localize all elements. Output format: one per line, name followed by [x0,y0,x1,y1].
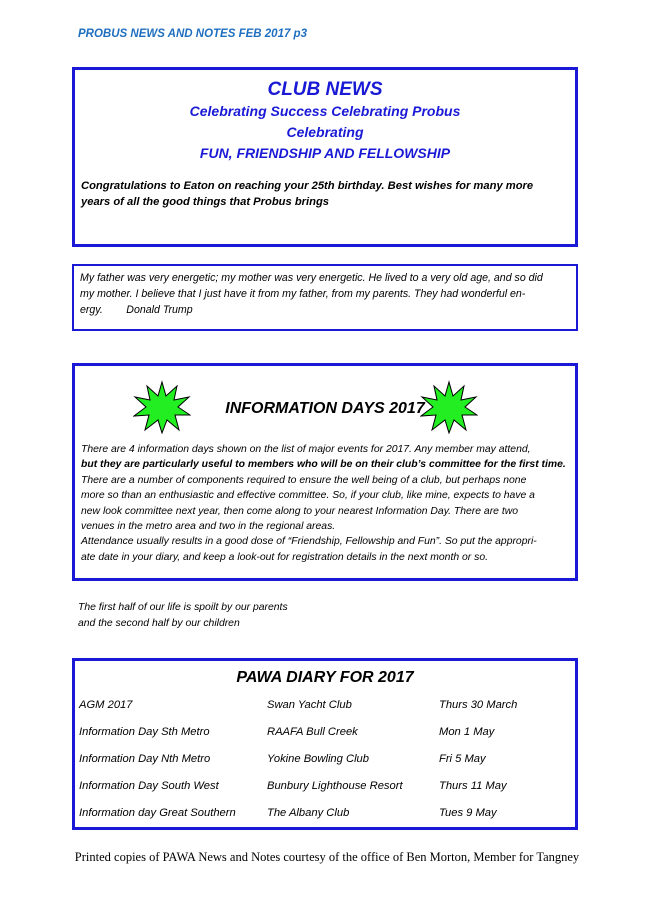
diary-date: Thurs 30 March [439,699,518,711]
diary-row [75,780,575,796]
club-news-body [75,164,575,210]
club-news-subtitle-2: Celebrating [286,124,364,140]
diary-venue: RAAFA Bull Creek [267,726,358,738]
info-line: new look committee next year, then come along to your nearest Information Day. There are two [81,505,519,517]
diary-row [75,807,575,823]
diary-row [75,726,575,742]
diary-event: Information day Great Southern [79,807,236,819]
club-news-subtitle-1: Celebrating Success Celebrating Probus [189,103,461,119]
club-news-body-line: years of all the good things that Probus brings [81,196,330,208]
starburst-icon [420,380,478,434]
diary-event: Information Day Nth Metro [79,753,211,765]
diary-event: Information Day Sth Metro [79,726,210,738]
diary-date: Fri 5 May [439,753,486,765]
pawa-diary-title: PAWA DIARY FOR 2017 [236,669,414,686]
information-days-body [75,442,575,565]
information-days-box [72,363,578,581]
quote-line: My father was very energetic; my mother was very energetic. He lived to a very old age, and so did [80,272,543,284]
info-line: ate date in your diary, and keep a look-out for registration details in the next month or so. [81,551,489,563]
diary-date: Tues 9 May [439,807,497,819]
diary-date: Mon 1 May [439,726,495,738]
info-line: but they are particularly useful to members who will be on their club’s committee for the first time. [81,459,566,471]
club-news-subtitle-3: FUN, FRIENDSHIP AND FELLOWSHIP [199,145,451,161]
diary-venue: Swan Yacht Club [267,699,352,711]
page-header: PROBUS NEWS AND NOTES FEB 2017 p3 [78,28,307,40]
quote-text [74,266,576,318]
info-line: more so than an enthusiastic and effective committee. So, if your club, like mine, expects to have a [81,490,535,502]
pawa-diary-box [72,658,578,830]
parents-quote [78,600,288,631]
diary-row [75,699,575,715]
quote-line: my mother. I believe that I just have it from my father, from my parents. They had wonderful en- [80,288,526,300]
club-news-box [72,67,578,247]
diary-event: Information Day South West [79,780,219,792]
trump-quote-box [72,264,578,331]
club-news-body-line: Congratulations to Eaton on reaching your 25th birthday. Best wishes for many more [81,180,534,192]
information-days-header [75,366,575,442]
club-news-title: CLUB NEWS [267,79,383,100]
parents-quote-line: and the second half by our children [78,617,240,629]
parents-quote-line: The first half of our life is spoilt by our parents [78,602,288,613]
page-footer: Printed copies of PAWA News and Notes courtesy of the office of Ben Morton, Member for Tangney [74,850,580,864]
diary-venue: Yokine Bowling Club [267,753,369,765]
info-line: There are 4 information days shown on the list of major events for 2017. Any member may attend, [81,444,531,455]
info-line: There are a number of components required to ensure the well being of a club, but perhaps none [81,474,527,486]
diary-venue: The Albany Club [267,807,350,819]
diary-date: Thurs 11 May [439,780,507,792]
information-days-title: INFORMATION DAYS 2017 [225,400,425,417]
diary-event: AGM 2017 [79,699,133,711]
diary-venue: Bunbury Lighthouse Resort [267,780,403,792]
quote-line: ergy. Donald Trump [80,304,193,316]
diary-row [75,753,575,769]
info-line: Attendance usually results in a good dose of “Friendship, Fellowship and Fun”. So put the appropri- [81,536,537,548]
info-line: venues in the metro area and two in the regional areas. [81,521,336,533]
